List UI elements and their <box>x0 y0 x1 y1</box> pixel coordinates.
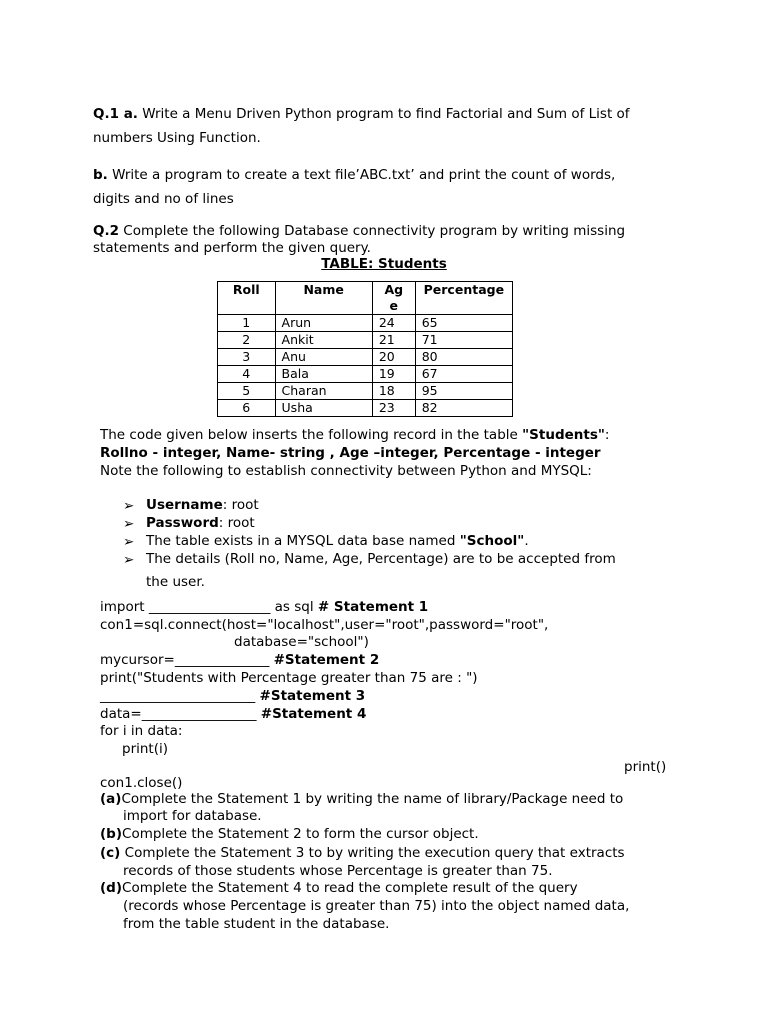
cell-roll: 4 <box>218 366 276 383</box>
cell-percentage: 95 <box>415 383 512 400</box>
q1b-line2: digits and no of lines <box>93 191 234 207</box>
bullet-arrow-icon: ➢ <box>123 534 135 550</box>
table-row <box>218 349 513 366</box>
answer-label: (a) <box>100 791 122 807</box>
answer-c <box>100 844 625 862</box>
table-row <box>218 366 513 383</box>
statement-1-label: # Statement 1 <box>317 599 429 615</box>
cell-roll: 1 <box>218 315 276 332</box>
cell-age: 18 <box>372 383 415 400</box>
bullet-details-line2: the user. <box>146 574 205 590</box>
answer-d-line3: from the table student in the database. <box>123 916 390 932</box>
bullet-arrow-icon: ➢ <box>123 516 135 532</box>
cell-name: Bala <box>275 366 372 383</box>
table-header-row <box>218 282 513 315</box>
bullet-username <box>146 497 259 513</box>
cell-age: 20 <box>372 349 415 366</box>
q2-line1 <box>93 222 625 240</box>
cell-age: 19 <box>372 366 415 383</box>
code-line-connect: con1=sql.connect(host="localhost",user="root",password="root", <box>100 617 549 633</box>
answer-text: Complete the Statement 1 by writing the name of library/Package need to <box>121 791 624 807</box>
password-value: : root <box>218 515 255 531</box>
statement-4-label: #Statement 4 <box>260 706 367 722</box>
answer-text: Complete the Statement 2 to form the cursor object. <box>122 826 479 842</box>
code-text: data=_________________ <box>100 706 261 722</box>
cell-name: Arun <box>275 315 372 332</box>
cell-name: Usha <box>275 400 372 417</box>
cell-roll: 5 <box>218 383 276 400</box>
answer-c-line2: records of those students whose Percentage is greater than 75. <box>123 863 553 879</box>
table-row <box>218 332 513 349</box>
code-line-import <box>100 598 428 616</box>
answer-text: Complete the Statement 4 to read the complete result of the query <box>122 880 578 896</box>
answer-text: Complete the Statement 3 to by writing the execution query that extracts <box>124 845 625 861</box>
q1b-text: Write a program to create a text file’ABC.txt’ and print the count of words, <box>112 167 616 183</box>
intro-line1-end: : <box>604 427 610 443</box>
bullet-database <box>146 533 529 549</box>
code-line-close: con1.close() <box>100 775 183 791</box>
intro-line1-text: The code given below inserts the following record in the table <box>100 427 523 443</box>
database-name: "School" <box>459 533 525 549</box>
cell-roll: 6 <box>218 400 276 417</box>
cell-percentage: 71 <box>415 332 512 349</box>
q1a-label: Q.1 a. <box>93 106 138 122</box>
code-line-for: for i in data: <box>100 723 183 739</box>
table-title: TABLE: Students <box>321 256 447 272</box>
bullet-details-line1: The details (Roll no, Name, Age, Percentage) are to be accepted from <box>146 551 616 567</box>
code-line-print-empty: print() <box>624 759 667 775</box>
statement-2-label: #Statement 2 <box>273 652 380 668</box>
cell-age: 24 <box>372 315 415 332</box>
bullet-arrow-icon: ➢ <box>123 552 135 568</box>
intro-line2: Rollno - integer, Name- string , Age –integer, Percentage - integer <box>100 445 601 461</box>
cell-roll: 3 <box>218 349 276 366</box>
students-table <box>217 281 513 417</box>
code-line-print: print("Students with Percentage greater than 75 are : ") <box>100 670 478 686</box>
cell-age: 21 <box>372 332 415 349</box>
cell-percentage: 80 <box>415 349 512 366</box>
cell-percentage: 82 <box>415 400 512 417</box>
answer-d-line2: (records whose Percentage is greater than 75) into the object named data, <box>123 898 630 914</box>
code-text: _______________________ <box>100 688 260 704</box>
q1b-label: b. <box>93 167 108 183</box>
answer-b <box>100 825 479 843</box>
answer-label: (d) <box>100 880 123 896</box>
code-text: import __________________ as sql <box>100 599 318 615</box>
username-value: : root <box>222 497 259 513</box>
q1a-line2: numbers Using Function. <box>93 130 261 146</box>
cell-percentage: 67 <box>415 366 512 383</box>
intro-line3: Note the following to establish connectivity between Python and MYSQL: <box>100 463 592 479</box>
code-line-fetch <box>100 705 366 723</box>
code-line-execute <box>100 687 365 705</box>
cell-name: Charan <box>275 383 372 400</box>
cell-name: Anu <box>275 349 372 366</box>
code-line-database: database="school") <box>234 634 369 650</box>
code-line-print-i: print(i) <box>122 741 169 757</box>
cell-age: 23 <box>372 400 415 417</box>
header-percentage: Percentage <box>415 282 512 315</box>
q1a-text: Write a Menu Driven Python program to find Factorial and Sum of List of <box>142 106 630 122</box>
q1b-line1 <box>93 163 615 187</box>
q2-text: Complete the following Database connectivity program by writing missing <box>123 223 626 239</box>
intro-line1 <box>100 426 609 444</box>
code-line-cursor <box>100 651 379 669</box>
username-label: Username <box>146 497 223 513</box>
answer-label: (c) <box>100 845 121 861</box>
cell-roll: 2 <box>218 332 276 349</box>
table-row <box>218 400 513 417</box>
bullet-password <box>146 515 255 531</box>
cell-name: Ankit <box>275 332 372 349</box>
table-row <box>218 383 513 400</box>
header-roll: Roll <box>218 282 276 315</box>
intro-table-name: "Students" <box>522 427 605 443</box>
header-age: Age <box>372 282 415 315</box>
q2-label: Q.2 <box>93 223 119 239</box>
statement-3-label: #Statement 3 <box>259 688 366 704</box>
password-label: Password <box>146 515 219 531</box>
answer-a-line2: import for database. <box>123 808 262 824</box>
code-text: mycursor=______________ <box>100 652 274 668</box>
answer-d <box>100 879 578 897</box>
database-end: . <box>524 533 529 549</box>
database-text: The table exists in a MYSQL data base named <box>146 533 460 549</box>
q2-line2: statements and perform the given query. <box>93 240 371 256</box>
cell-percentage: 65 <box>415 315 512 332</box>
table-row <box>218 315 513 332</box>
answer-a <box>100 790 623 808</box>
header-name: Name <box>275 282 372 315</box>
q1a-line1 <box>93 102 630 126</box>
bullet-arrow-icon: ➢ <box>123 498 135 514</box>
answer-label: (b) <box>100 826 123 842</box>
